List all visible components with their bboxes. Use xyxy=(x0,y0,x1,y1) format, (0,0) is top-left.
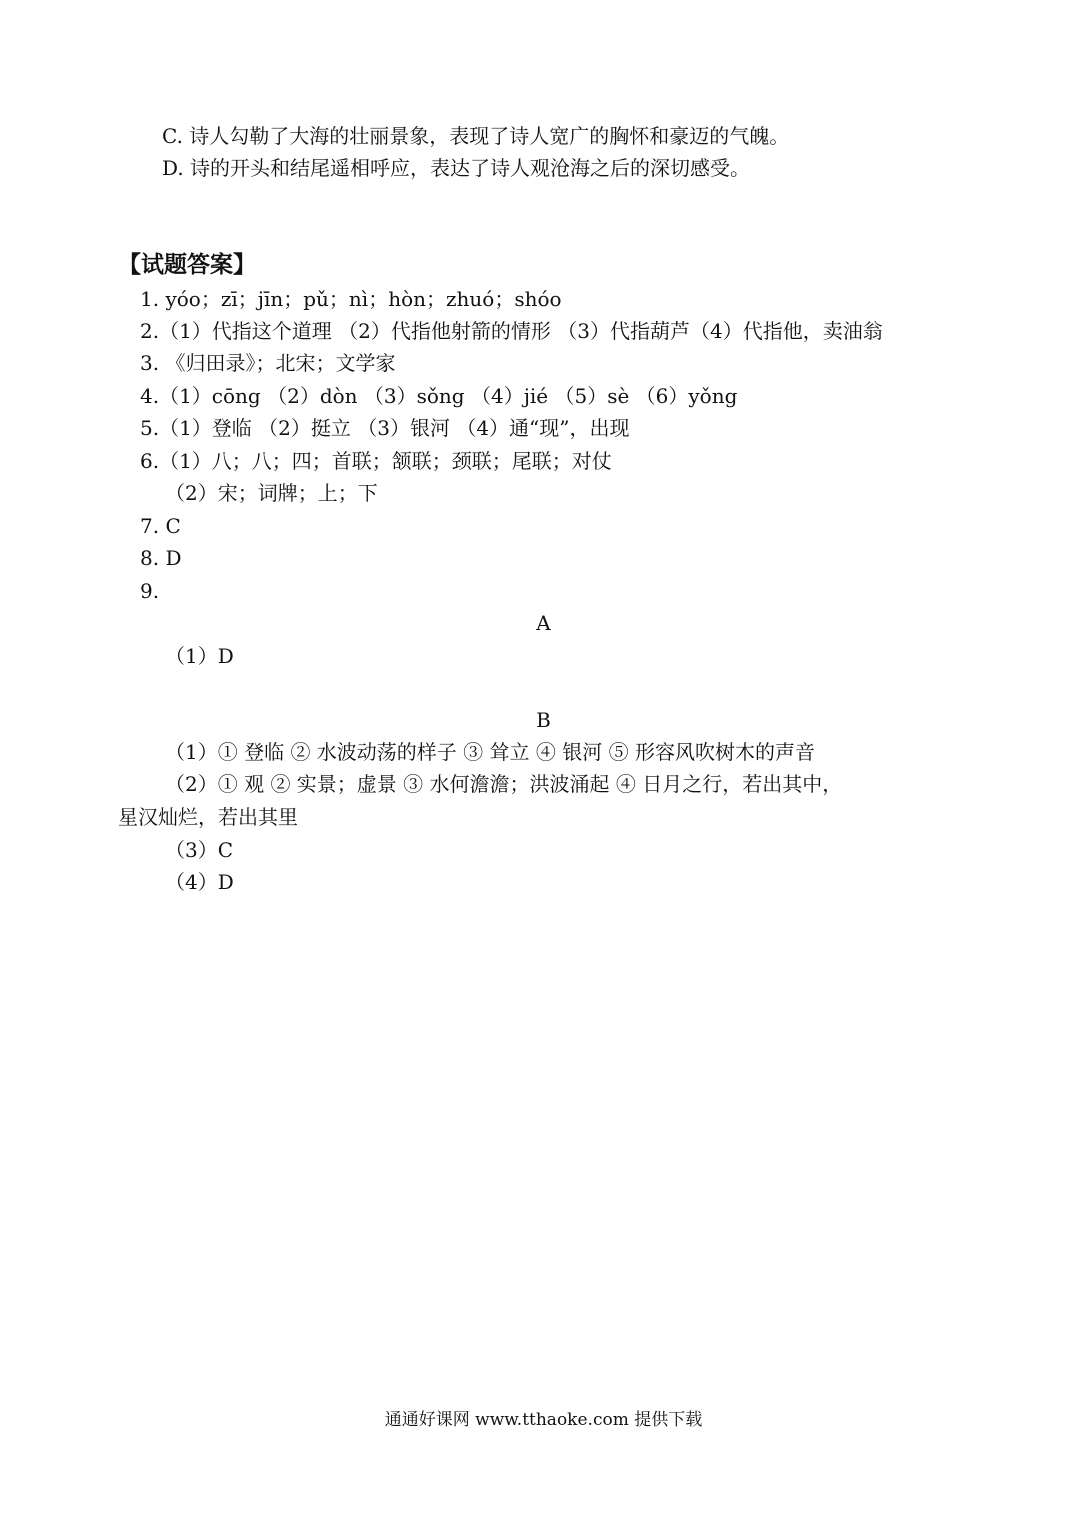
answer-5: 5.（1）登临 （2）挺立 （3）银河 （4）通“现”，出现 xyxy=(140,416,630,440)
answer-8: 8. D xyxy=(140,546,182,570)
section-b-q2-line1: （2）① 观 ② 实景；虚景 ③ 水何澹澹；洪波涌起 ④ 日月之行，若出其中， xyxy=(165,772,843,796)
section-a-q1: （1）D xyxy=(165,644,234,668)
answer-6-part-2: （2）宋；词牌；上；下 xyxy=(165,481,378,505)
footer-text: 通通好课网 www.tthaoke.com 提供下载 xyxy=(384,1410,703,1430)
section-b-q4: （4）D xyxy=(165,870,234,894)
answer-3: 3. 《归田录》；北宋；文学家 xyxy=(140,351,396,375)
answers-heading: 【试题答案】 xyxy=(118,251,256,278)
answer-7: 7. C xyxy=(140,514,181,538)
option-d: D. 诗的开头和结尾遥相呼应，表达了诗人观沧海之后的深切感受。 xyxy=(162,156,751,180)
answer-9: 9. xyxy=(140,579,160,603)
option-c: C. 诗人勾勒了大海的壮丽景象，表现了诗人宽广的胸怀和豪迈的气魄。 xyxy=(162,124,790,148)
section-b-title: B xyxy=(536,708,551,732)
section-b-q3: （3）C xyxy=(165,838,234,862)
answer-4: 4.（1）cōng （2）dòn （3）sǒng （4）jié （5）sè （6）yǒng xyxy=(140,384,738,408)
answer-2: 2.（1）代指这个道理 （2）代指他射箭的情形 （3）代指葫芦（4）代指他，卖油翁 xyxy=(140,319,883,343)
section-b-q1: （1）① 登临 ② 水波动荡的样子 ③ 耸立 ④ 银河 ⑤ 形容风吹树木的声音 xyxy=(165,740,815,764)
section-a-title: A xyxy=(536,611,551,635)
answer-1: 1. yóo；zī；jīn；pǔ；nì；hòn；zhuó；shóo xyxy=(140,287,562,311)
section-b-q2-line2: 星汉灿烂，若出其里 xyxy=(118,805,298,829)
answer-6-part-1: 6.（1）八；八；四；首联；颔联；颈联；尾联；对仗 xyxy=(140,449,612,473)
